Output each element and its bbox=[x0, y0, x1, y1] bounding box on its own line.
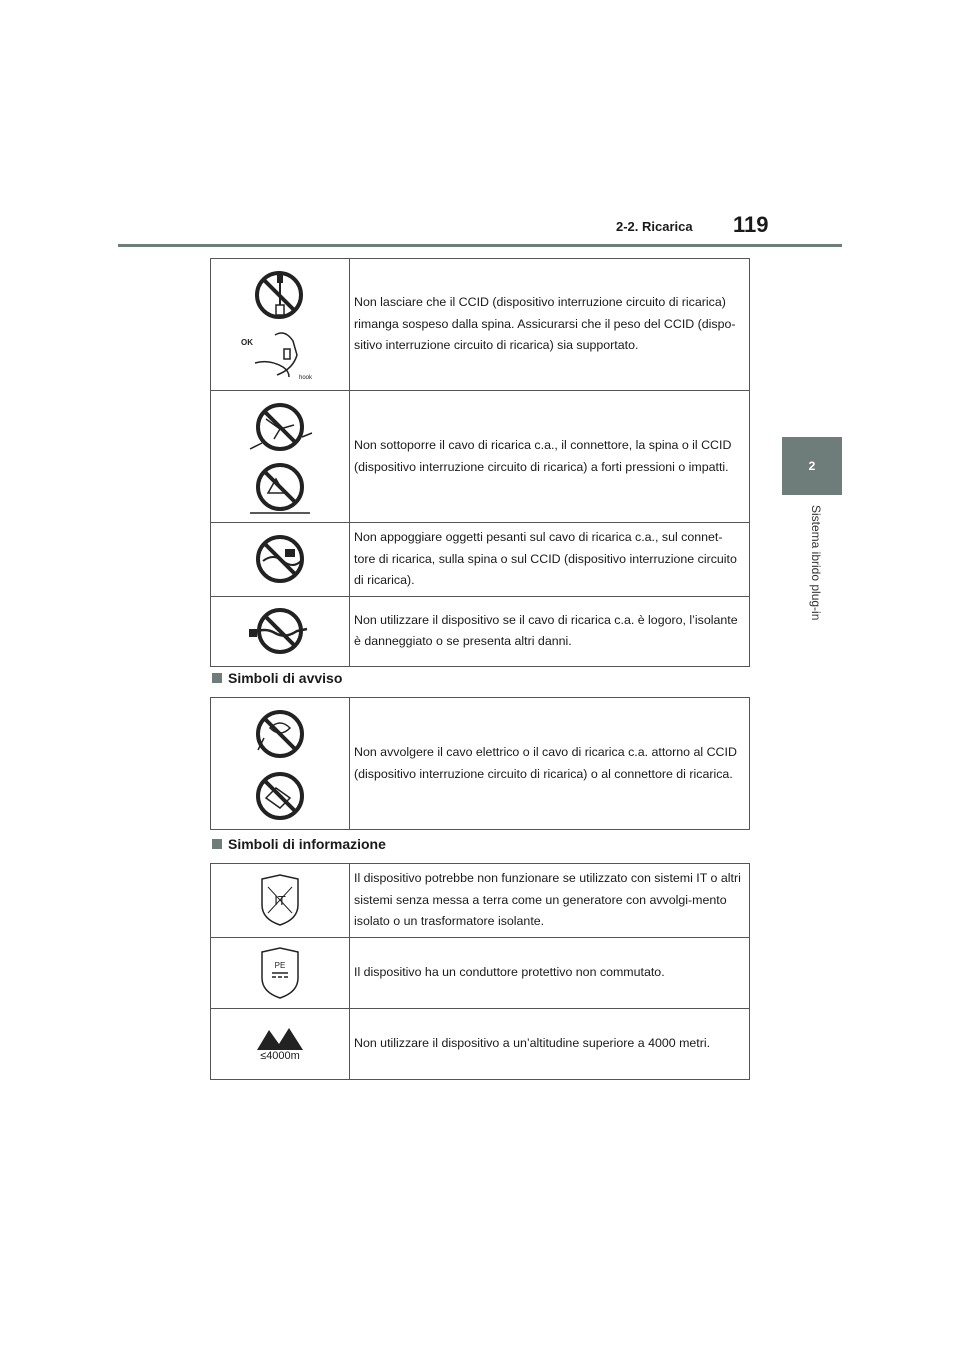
it-system-icon bbox=[258, 873, 302, 927]
no-wrapping-cable-icon bbox=[250, 704, 310, 824]
icon-cell bbox=[211, 698, 350, 830]
row-text: Non utilizzare il dispositivo se il cavo di ricarica c.a. è logoro, l’isolante è danneggiato o se presenta altri danni. bbox=[350, 596, 750, 666]
info-heading bbox=[212, 836, 386, 852]
caution-table bbox=[210, 258, 750, 667]
protective-earth-icon bbox=[258, 946, 302, 1000]
row-text: Non sottoporre il cavo di ricarica c.a., il connettore, la spina o il CCID (dispositivo interruzione circuito di ricarica) a forti pressioni o impatti. bbox=[350, 391, 750, 523]
chapter-tab-label: Sistema ibrido plug-in bbox=[809, 505, 823, 621]
no-impact-icon bbox=[240, 397, 320, 517]
chapter-tab[interactable]: 2 bbox=[782, 437, 842, 495]
row-text: Il dispositivo ha un conduttore protettivo non commutato. bbox=[350, 937, 750, 1008]
table-row bbox=[211, 596, 750, 666]
info-table bbox=[210, 863, 750, 1080]
icon-cell bbox=[211, 596, 350, 666]
header-rule bbox=[118, 244, 842, 247]
row-text: Non appoggiare oggetti pesanti sul cavo di ricarica c.a., sul connet-tore di ricarica, sulla spina o sul CCID (dispositivo interruzione circuito di ricarica). bbox=[350, 523, 750, 597]
row-text: Non lasciare che il CCID (dispositivo interruzione circuito di ricarica) rimanga sospeso dalla spina. Assicurarsi che il peso del CCID (dispo-sitivo interruzione circuito di ricarica) sia supportato. bbox=[350, 259, 750, 391]
mountain-altitude-icon bbox=[255, 1026, 305, 1052]
table-row bbox=[211, 1008, 750, 1079]
no-heavy-objects-icon bbox=[245, 531, 315, 587]
no-damaged-cable-icon bbox=[245, 605, 315, 657]
icon-cell bbox=[211, 937, 350, 1008]
icon-cell bbox=[211, 391, 350, 523]
icon-cell bbox=[211, 1008, 350, 1079]
no-hanging-ccid-icon bbox=[235, 265, 325, 385]
ok-label: OK bbox=[241, 337, 253, 347]
warning-heading bbox=[212, 670, 342, 686]
warning-heading-text: Simboli di avviso bbox=[228, 670, 343, 686]
row-text: Non utilizzare il dispositivo a un’altitudine superiore a 4000 metri. bbox=[350, 1008, 750, 1079]
table-row bbox=[211, 937, 750, 1008]
heading-bullet bbox=[212, 673, 222, 683]
table-row bbox=[211, 864, 750, 938]
info-heading-text: Simboli di informazione bbox=[228, 836, 386, 852]
table-row bbox=[211, 391, 750, 523]
page-number: 119 bbox=[733, 212, 769, 237]
warning-table bbox=[210, 697, 750, 830]
pe-label: PE bbox=[274, 960, 286, 970]
table-row bbox=[211, 259, 750, 391]
icon-cell bbox=[211, 864, 350, 938]
section-title: 2-2. Ricarica bbox=[616, 219, 693, 234]
row-text: Il dispositivo potrebbe non funzionare se utilizzato con sistemi IT o altri sistemi senza messa a terra come un generatore con avvolgi-mento isolato o un trasformatore isolante. bbox=[350, 864, 750, 938]
altitude-label: ≤4000m bbox=[260, 1049, 300, 1062]
row-text: Non avvolgere il cavo elettrico o il cavo di ricarica c.a. attorno al CCID (dispositivo interruzione circuito di ricarica) o al connettore di ricarica. bbox=[350, 698, 750, 830]
hook-label: hook bbox=[299, 374, 313, 381]
icon-cell bbox=[211, 259, 350, 391]
table-row bbox=[211, 523, 750, 597]
table-row bbox=[211, 698, 750, 830]
it-label: IT bbox=[274, 893, 286, 909]
heading-bullet bbox=[212, 839, 222, 849]
icon-cell bbox=[211, 523, 350, 597]
